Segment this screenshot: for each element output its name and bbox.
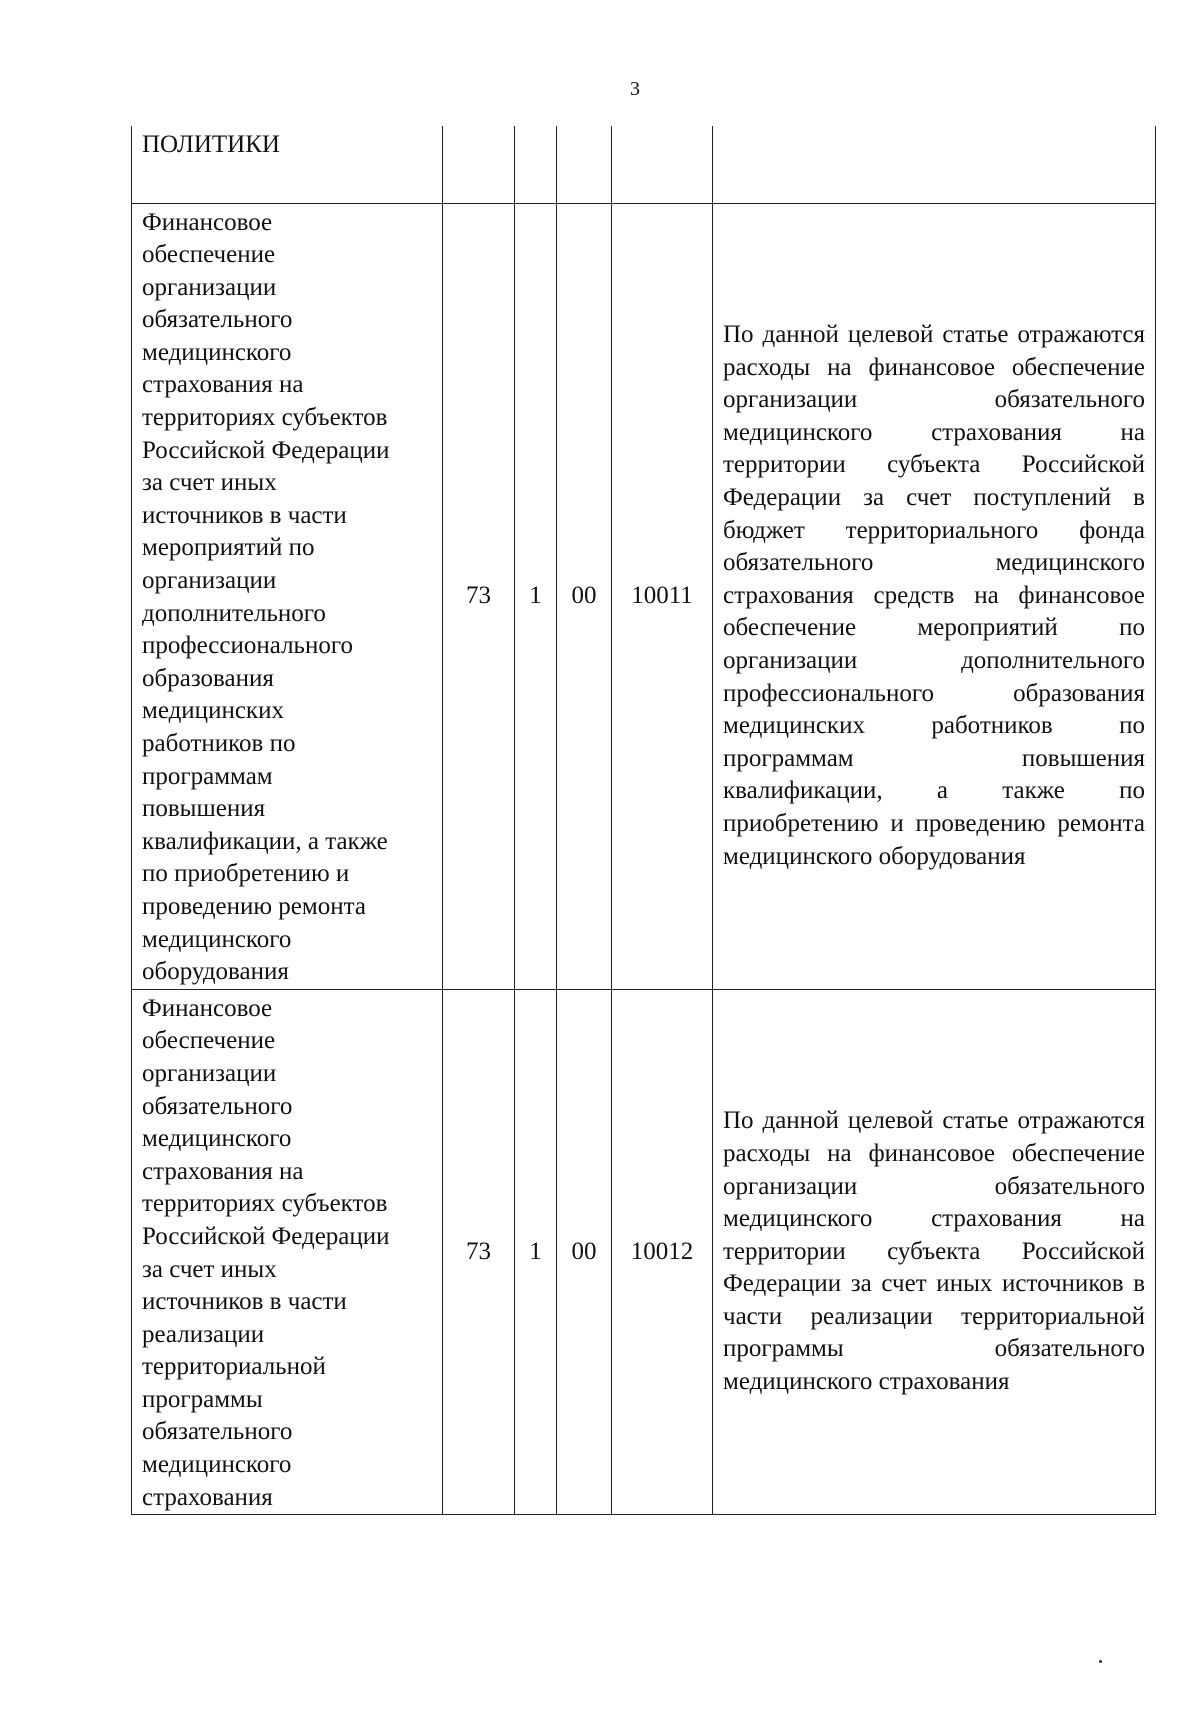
budget-classification-table bbox=[131, 126, 1156, 1515]
code-cell-direction: 10011 bbox=[612, 203, 713, 989]
item-name-cell: Финансовое обеспечение организации обязательного медицинского страхования на территориях субъектов Российской Федерации за счет иных источников в части мероприятий по организации дополнительного профессионального образования медицинских работников по программам повышения квалификации, а также по приобретению и проведению ремонта медицинского оборудования bbox=[132, 203, 443, 989]
description-cell bbox=[713, 203, 1156, 989]
table-row bbox=[132, 126, 1156, 203]
scan-speck bbox=[1099, 1660, 1102, 1663]
table-row bbox=[132, 989, 1156, 1515]
description-cell bbox=[713, 989, 1156, 1515]
description-text: По данной целевой статье отражаются расходы на финансовое обеспечение организации обязательного медицинского страхования на территории субъекта Российской Федерации за счет иных источников в части реализации территориальной программы обязательного медицинского страхования bbox=[723, 1107, 1145, 1396]
code-cell-direction: 10012 bbox=[612, 989, 713, 1515]
code-cell-main-event: 00 bbox=[557, 203, 612, 989]
code-cell-subprogram: 1 bbox=[515, 989, 557, 1515]
item-name-cell: ПОЛИТИКИ bbox=[132, 126, 443, 203]
page-number: 3 bbox=[630, 78, 640, 100]
description-cell bbox=[713, 126, 1156, 203]
code-cell-main-event: 00 bbox=[557, 989, 612, 1515]
code-cell-program bbox=[443, 126, 515, 203]
code-cell-direction bbox=[612, 126, 713, 203]
code-cell-program: 73 bbox=[443, 989, 515, 1515]
description-text: По данной целевой статье отражаются расходы на финансовое обеспечение организации обязательного медицинского страхования на территории субъекта Российской Федерации за счет поступлений в бюджет территориального фонда обязательного медицинского страхования средств на финансовое обеспечение мероприятий по организации дополнительного профессионального образования медицинских работников по программам повышения квалификации, а также по приобретению и проведению ремонта медицинского оборудования bbox=[723, 321, 1145, 870]
item-name-cell: Финансовое обеспечение организации обязательного медицинского страхования на территориях субъектов Российской Федерации за счет иных источников в части реализации территориальной программы обязательного медицинского страхования bbox=[132, 989, 443, 1515]
code-cell-program: 73 bbox=[443, 203, 515, 989]
code-cell-main-event bbox=[557, 126, 612, 203]
code-cell-subprogram: 1 bbox=[515, 203, 557, 989]
code-cell-subprogram bbox=[515, 126, 557, 203]
table-row bbox=[132, 203, 1156, 989]
